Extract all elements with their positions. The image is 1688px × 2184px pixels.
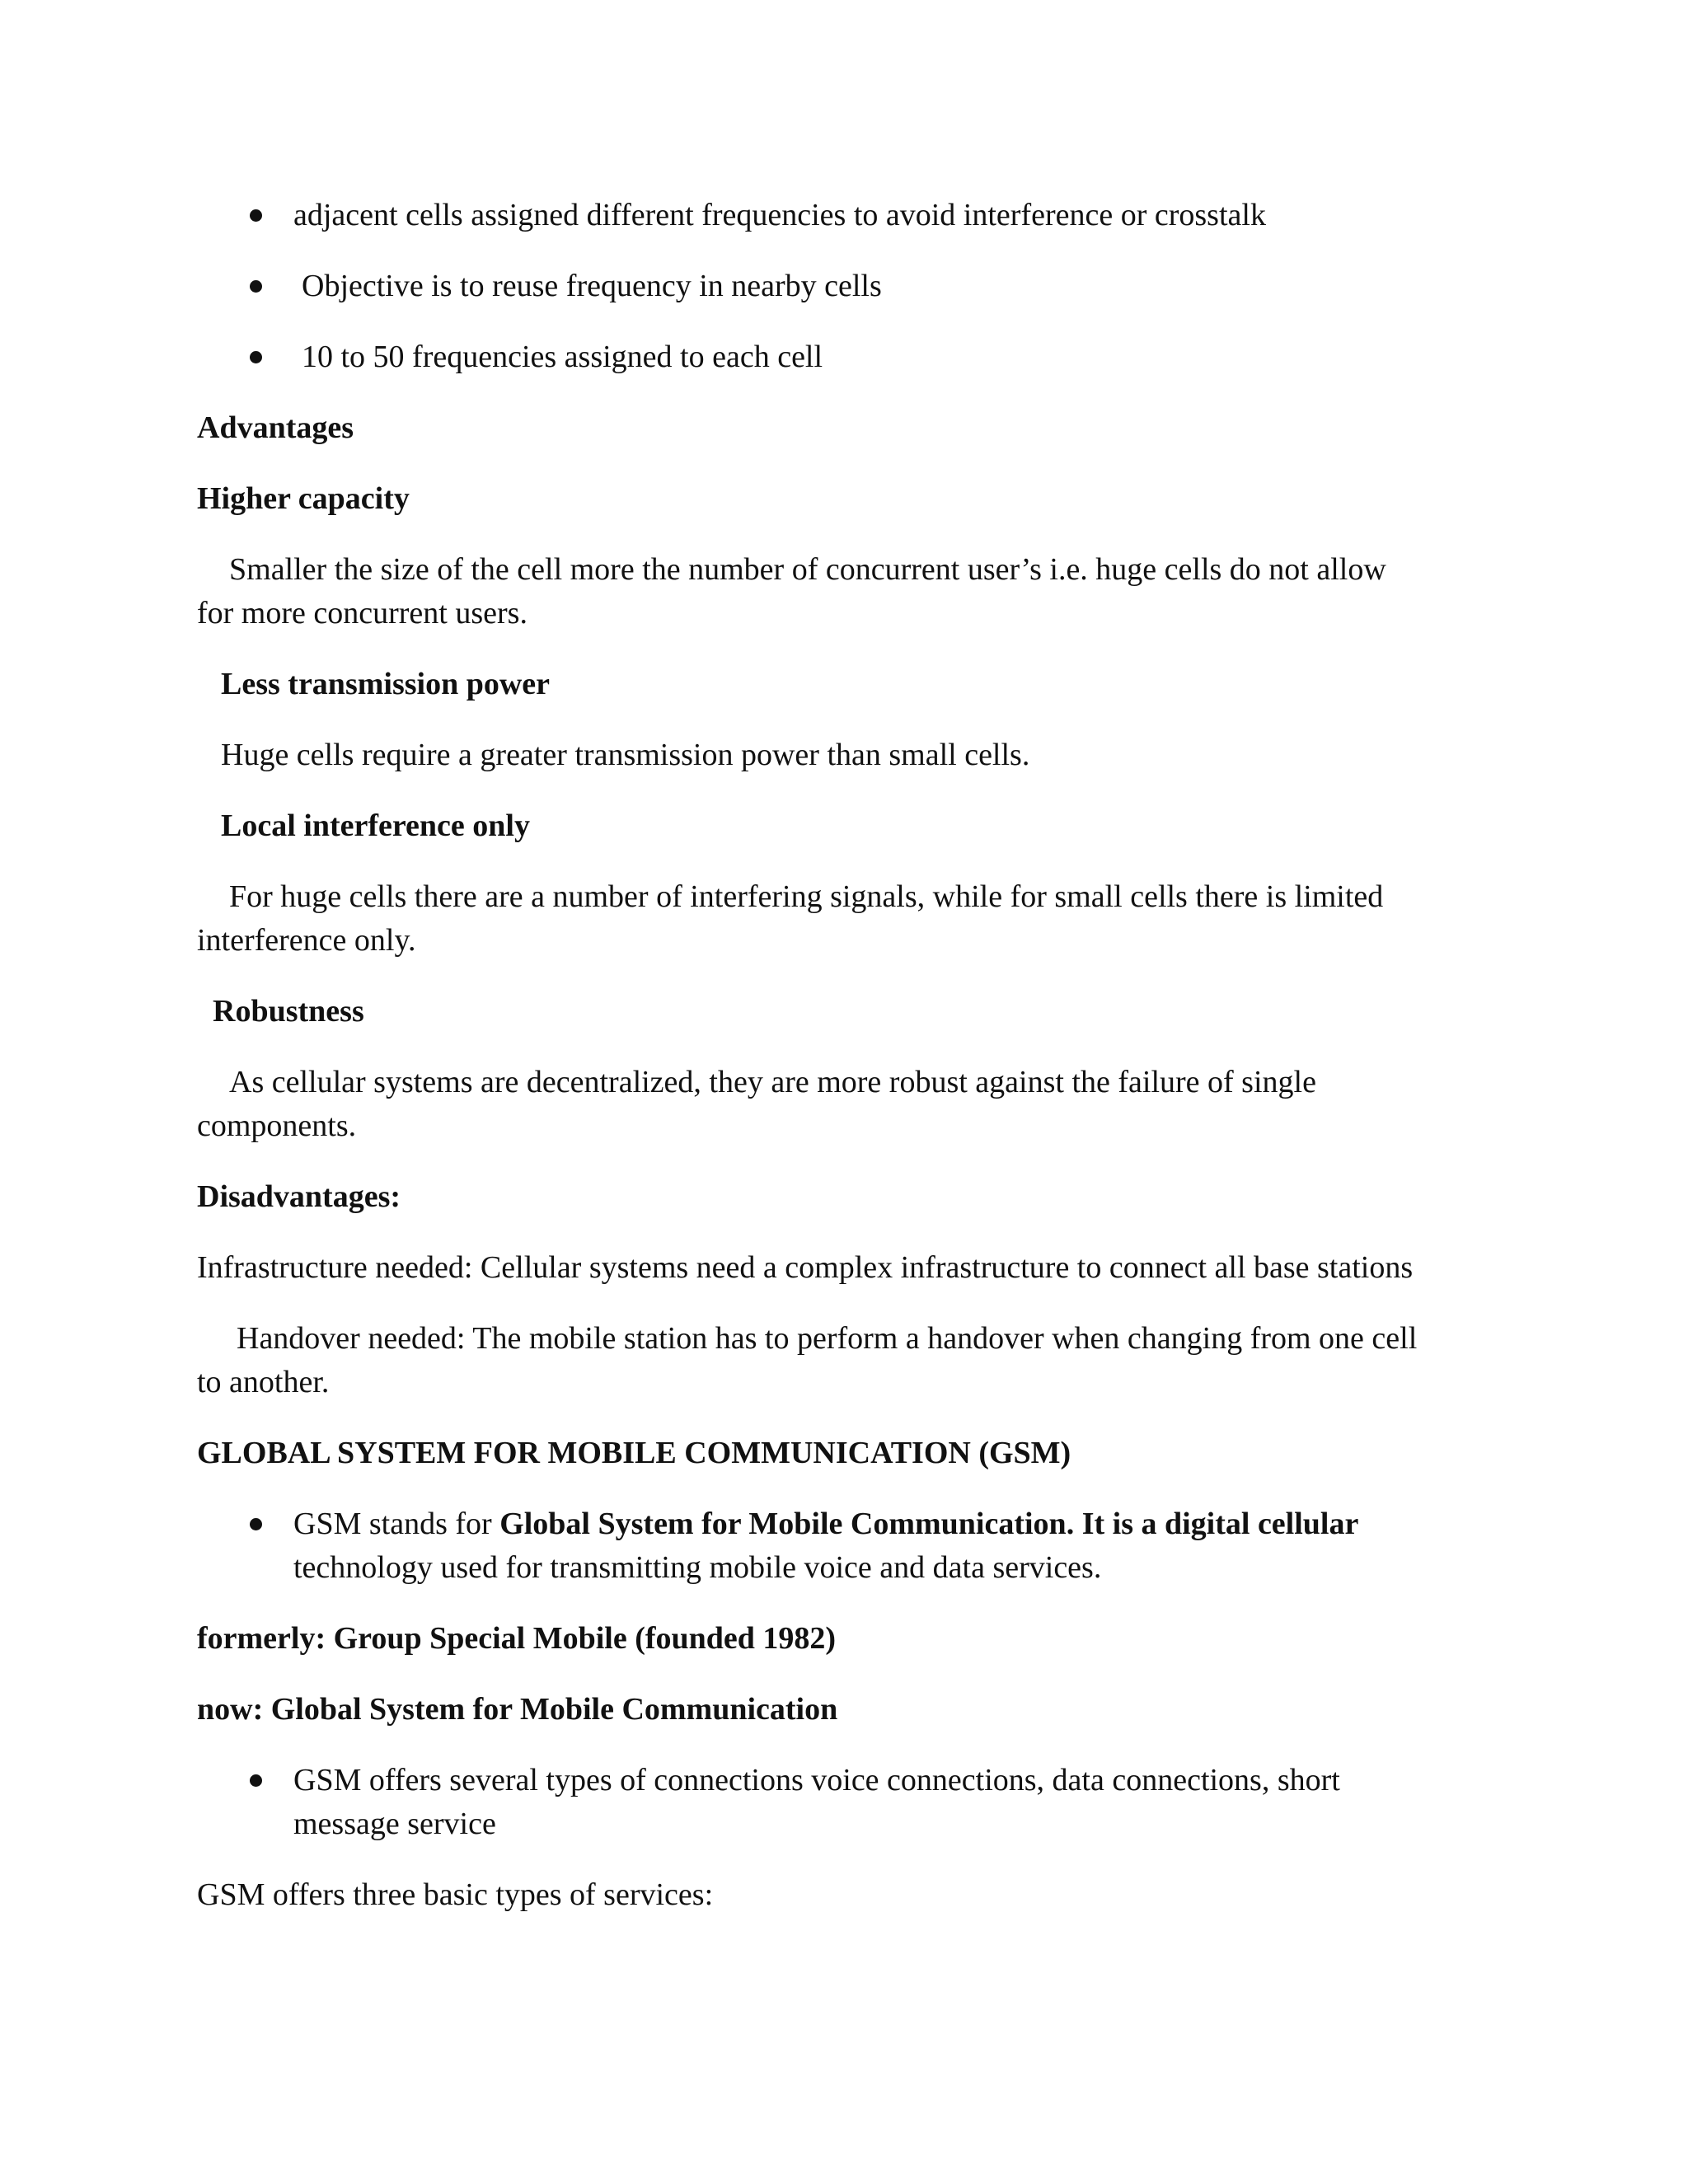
local-interference-text-line1: For huge cells there are a number of interfering signals, while for small cells there is limited — [229, 879, 1384, 914]
local-interference-heading: Local interference only — [221, 808, 530, 843]
bullet-text: 10 to 50 frequencies assigned to each cell — [302, 340, 823, 374]
gsm-formerly: formerly: Group Special Mobile (founded 1982) — [197, 1621, 837, 1656]
higher-capacity-text-line1: Smaller the size of the cell more the number of concurrent user’s i.e. huge cells do not allow — [229, 552, 1386, 587]
gsm-connections-line2: message service — [293, 1807, 496, 1841]
bullet-icon — [250, 209, 262, 222]
gsm-connections-line1: GSM offers several types of connections voice connections, data connections, short — [293, 1763, 1340, 1797]
gsm-services-intro: GSM offers three basic types of services: — [197, 1877, 714, 1912]
advantages-heading: Advantages — [197, 410, 354, 445]
bullet-icon — [250, 1774, 262, 1787]
gsm-definition-line1 — [293, 1502, 1358, 1545]
bullet-text: adjacent cells assigned different frequencies to avoid interference or crosstalk — [293, 198, 1266, 232]
gsm-now: now: Global System for Mobile Communication — [197, 1692, 838, 1727]
bullet-icon — [250, 1518, 262, 1530]
higher-capacity-text-line2: for more concurrent users. — [197, 596, 528, 630]
robustness-text-line1: As cellular systems are decentralized, they are more robust against the failure of single — [229, 1065, 1316, 1099]
bullet-text: Objective is to reuse frequency in nearby cells — [302, 269, 882, 303]
bullet-icon — [250, 280, 262, 293]
higher-capacity-heading: Higher capacity — [197, 481, 410, 516]
disadvantages-heading: Disadvantages: — [197, 1179, 401, 1214]
gsm-definition-line2: technology used for transmitting mobile voice and data services. — [293, 1550, 1102, 1585]
robustness-heading: Robustness — [213, 994, 364, 1029]
local-interference-text-line2: interference only. — [197, 923, 416, 958]
handover-text-line1: Handover needed: The mobile station has to perform a handover when changing from one cell — [237, 1321, 1418, 1356]
less-power-text: Huge cells require a greater transmission power than small cells. — [221, 738, 1030, 772]
infrastructure-text: Infrastructure needed: Cellular systems need a complex infrastructure to connect all base stations — [197, 1250, 1414, 1285]
robustness-text-line2: components. — [197, 1108, 357, 1143]
gsm-definition-prefix: GSM stands for — [293, 1507, 500, 1541]
gsm-definition-bold: Global System for Mobile Communication. It is a digital cellular — [499, 1507, 1359, 1541]
less-power-heading: Less transmission power — [221, 667, 551, 701]
gsm-heading: GLOBAL SYSTEM FOR MOBILE COMMUNICATION (GSM) — [197, 1436, 1071, 1470]
handover-text-line2: to another. — [197, 1365, 330, 1399]
bullet-icon — [250, 351, 262, 363]
